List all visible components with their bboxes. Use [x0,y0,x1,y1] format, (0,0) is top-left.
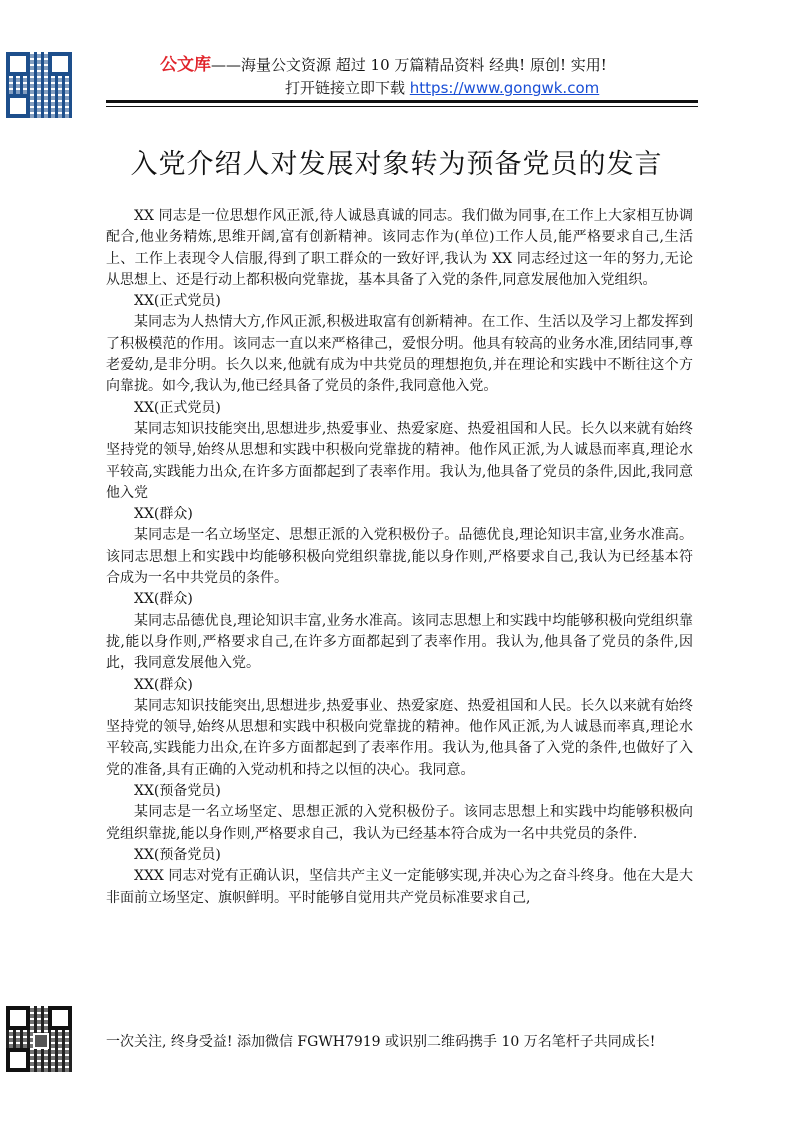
paragraph: XX 同志是一位思想作风正派,待人诚恳真诚的同志。我们做为同事,在工作上大家相互协调配合,他业务精炼,思维开阔,富有创新精神。该同志作为(单位)工作人员,能严格要求自己,生活上、工作上表现令人信服,得到了职工群众的一致好评,我认为 XX 同志经过这一年的努力,无论从思想上、还是行动上都积极向党靠拢，基本具备了入党的条件,同意发展他加入党组织。 [106,208,693,288]
website-link[interactable]: https://www.gongwk.com [409,79,600,97]
footer-text: 一次关注, 终身受益! 添加微信 FGWH7919 或识别二维码携手 10 万名笔杆子共同成长! [106,1034,656,1050]
signature-line: XX(群众) [134,506,193,523]
brand-name: 公文库 [160,55,211,75]
signature-line: XX(正式党员) [134,399,221,416]
header-download-line [285,77,599,98]
paragraph: 某同志知识技能突出,思想进步,热爱事业、热爱家庭、热爱祖国和人民。长久以来就有始终坚持党的领导,始终从思想和实践中积极向党靠拢的精神。他作风正派,为人诚恳而率真,理论水平较高,实践能力出众,在许多方面都起到了表率作用。我认为,他具备了入党的条件,也做好了入党的准备,具有正确的入党动机和持之以恒的决心。我同意。 [106,697,693,778]
signature-line: XX(群众) [134,676,193,693]
qr-logo-icon [33,1033,49,1049]
paragraph: 某同志是一名立场坚定、思想正派的入党积极份子。该同志思想上和实践中均能够积极向党组织靠拢,能以身作则,严格要求自己，我认为已经基本符合成为一名中共党员的条件. [106,804,693,842]
signature-line: XX(预备党员) [134,783,221,800]
document-title: 入党介绍人对发展对象转为预备党员的发言 [130,149,663,180]
paragraph: 某同志是一名立场坚定、思想正派的入党积极份子。品德优良,理论知识丰富,业务水准高。该同志思想上和实践中均能够积极向党组织靠拢,能以身作则,严格要求自己,我认为已经基本符合成为一名中共党员的条件。 [106,527,693,587]
header-tagline-line [160,50,607,75]
paragraph: 某同志为人热情大方,作风正派,积极进取富有创新精神。在工作、生活以及学习上都发挥到了积极模范的作用。该同志一直以来严格律己，爱恨分明。他具有较高的业务水准,团结同事,尊老爱幼,是非分明。长久以来,他就有成为中共党员的理想抱负,并在理论和实践中不断往这个方向靠拢。如今,我认为,他已经具备了党员的条件,我同意他入党。 [106,314,693,395]
signature-line: XX(预备党员) [134,846,221,863]
qr-code-bottom-icon[interactable] [6,1006,72,1072]
paragraph: XXX 同志对党有正确认识，坚信共产主义一定能够实现,并决心为之奋斗终身。他在大是大非面前立场坚定、旗帜鲜明。平时能够自觉用共产党员标准要求自己, [106,868,693,906]
header-tagline: ——海量公文资源 超过 10 万篇精品资料 经典! 原创! 实用! [211,56,607,74]
qr-code-top-icon[interactable] [6,52,72,118]
header-rule-thick [106,100,698,103]
paragraph: 某同志知识技能突出,思想进步,热爱事业、热爱家庭、热爱祖国和人民。长久以来就有始终坚持党的领导,始终从思想和实践中积极向党靠拢的精神。他作风正派,为人诚恳而率真,理论水平较高,实践能力出众,在许多方面都起到了表率作用。我认为,他具备了党员的条件,因此,我同意他入党 [106,420,693,501]
header-rule-thin [106,106,698,107]
signature-line: XX(正式党员) [134,293,221,310]
download-prefix: 打开链接立即下载 [285,79,410,97]
document-body [106,206,693,909]
signature-line: XX(群众) [134,591,193,608]
paragraph: 某同志品德优良,理论知识丰富,业务水准高。该同志思想上和实践中均能够积极向党组织靠拢,能以身作则,严格要求自己,在许多方面都起到了表率作用。我认为,他具备了党员的条件,因此，我同意发展他入党。 [106,612,693,672]
